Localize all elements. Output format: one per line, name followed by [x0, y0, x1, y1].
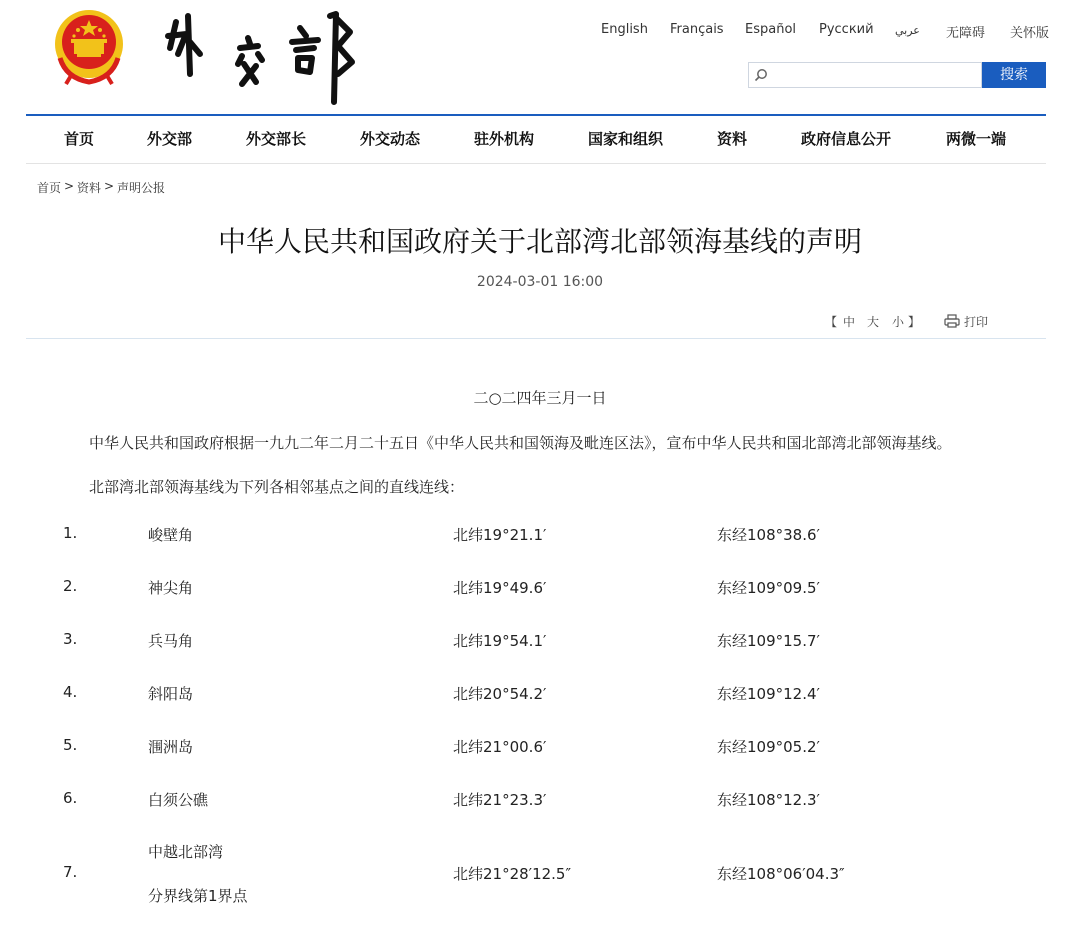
lang-french-link[interactable]: Français	[670, 22, 724, 37]
point-longitude: 东经109°15.7′	[717, 632, 820, 650]
point-latitude: 北纬19°49.6′	[453, 579, 547, 597]
point-number: 5.	[63, 736, 78, 754]
point-latitude: 北纬21°00.6′	[453, 738, 547, 756]
point-name: 斜阳岛	[148, 685, 194, 703]
font-size-medium-button[interactable]: 中	[843, 315, 856, 329]
point-number: 6.	[63, 789, 78, 807]
search-input[interactable]	[771, 66, 980, 86]
point-name: 白须公礁	[148, 791, 209, 809]
article-divider	[26, 338, 1046, 339]
point-name: 峻壁角	[148, 526, 194, 544]
nav-item-government-info[interactable]: 政府信息公开	[801, 130, 892, 148]
nav-item-diplomatic-news[interactable]: 外交动态	[360, 130, 421, 148]
breadcrumb-resources-link[interactable]: 资料	[77, 181, 102, 195]
nav-item-minister[interactable]: 外交部长	[246, 130, 307, 148]
point-latitude: 北纬21°28′12.5″	[453, 865, 572, 883]
font-size-small-button[interactable]: 小	[892, 315, 905, 329]
lang-english-link[interactable]: English	[601, 22, 648, 37]
point-latitude: 北纬19°54.1′	[453, 632, 547, 650]
point-name: 神尖角	[148, 579, 194, 597]
point-number: 7.	[63, 863, 78, 881]
nav-item-missions-overseas[interactable]: 驻外机构	[474, 130, 535, 148]
font-size-large-button[interactable]: 大	[867, 315, 880, 329]
site-title-calligraphy[interactable]	[160, 8, 370, 108]
national-emblem-logo[interactable]	[52, 8, 126, 86]
point-number: 4.	[63, 683, 78, 701]
article-title: 中华人民共和国政府关于北部湾北部领海基线的声明	[217, 225, 862, 258]
point-number: 2.	[63, 577, 78, 595]
point-name: 兵马角	[148, 632, 194, 650]
print-button[interactable]: 打印	[964, 315, 989, 329]
search-box	[748, 62, 982, 88]
point-latitude: 北纬20°54.2′	[453, 685, 547, 703]
nav-item-ministry[interactable]: 外交部	[147, 130, 193, 148]
font-size-bracket-open: 【	[825, 315, 838, 329]
article-date: 2024-03-01 16:00	[476, 274, 604, 290]
breadcrumb-separator: >	[64, 179, 75, 193]
nav-divider	[26, 163, 1046, 164]
point-longitude: 东经108°38.6′	[717, 526, 820, 544]
point-latitude: 北纬19°21.1′	[453, 526, 547, 544]
lang-arabic-link[interactable]: عربي	[895, 24, 920, 37]
point-number: 3.	[63, 630, 78, 648]
article-paragraph: 中华人民共和国政府根据一九九二年二月二十五日《中华人民共和国领海及毗连区法》，宣布中华人民共和国北部湾北部领海基线。	[89, 434, 952, 452]
article-dateline: 二○二四年三月一日	[473, 389, 607, 407]
point-name-line2: 分界线第1界点	[148, 887, 248, 905]
breadcrumb-home-link[interactable]: 首页	[37, 181, 62, 195]
accessibility-link[interactable]: 无障碍	[946, 26, 986, 41]
header-divider	[26, 114, 1046, 116]
point-longitude: 东经109°12.4′	[717, 685, 820, 703]
point-name-line1: 中越北部湾	[148, 843, 224, 861]
point-name: 涠洲岛	[148, 738, 194, 756]
point-longitude: 东经109°09.5′	[717, 579, 820, 597]
point-number: 1.	[63, 524, 78, 542]
nav-item-social-media[interactable]: 两微一端	[946, 130, 1007, 148]
article-paragraph: 北部湾北部领海基线为下列各相邻基点之间的直线连线：	[89, 478, 465, 496]
search-icon	[754, 68, 768, 82]
point-longitude: 东经108°06′04.3″	[717, 865, 845, 883]
point-longitude: 东经108°12.3′	[717, 791, 820, 809]
point-longitude: 东经109°05.2′	[717, 738, 820, 756]
lang-russian-link[interactable]: Русский	[819, 22, 874, 37]
elderly-care-version-link[interactable]: 关怀版	[1010, 26, 1050, 41]
search-button[interactable]: 搜索	[982, 62, 1046, 88]
printer-icon[interactable]	[944, 314, 960, 328]
nav-item-home[interactable]: 首页	[64, 130, 95, 148]
nav-item-resources[interactable]: 资料	[717, 130, 748, 148]
breadcrumb-separator: >	[104, 179, 115, 193]
font-size-bracket-close: 】	[908, 315, 921, 329]
nav-item-countries-organizations[interactable]: 国家和组织	[588, 130, 664, 148]
breadcrumb-statements-link[interactable]: 声明公报	[117, 181, 166, 195]
lang-spanish-link[interactable]: Español	[745, 22, 797, 37]
point-latitude: 北纬21°23.3′	[453, 791, 547, 809]
